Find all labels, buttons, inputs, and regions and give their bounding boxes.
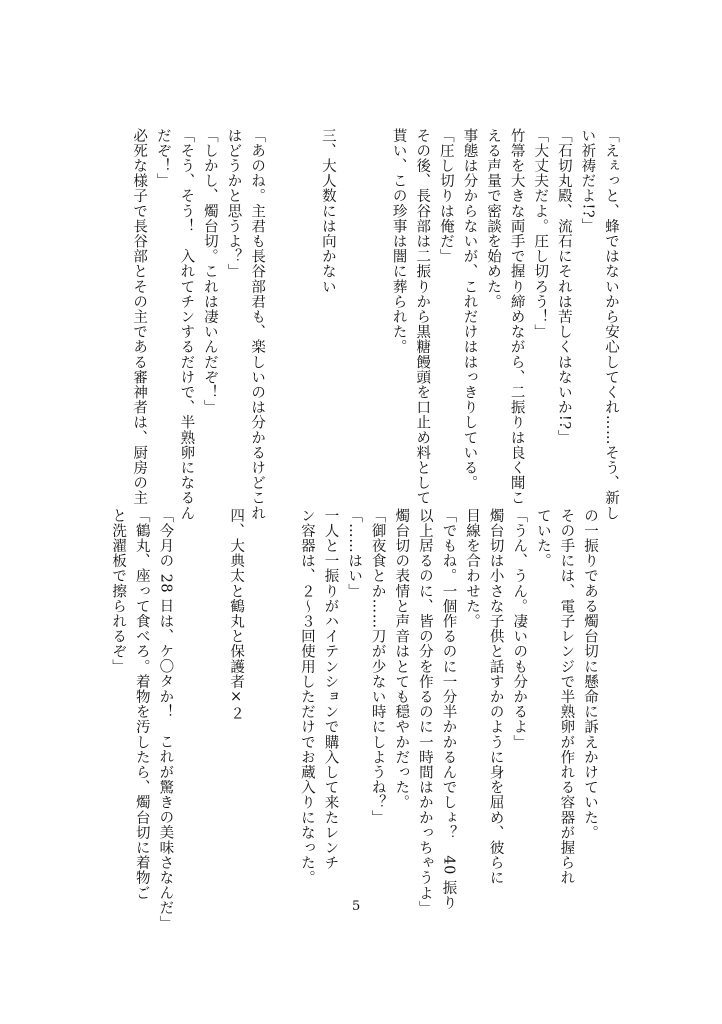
text-line: 貰い、この珍事は闇に葬られた。	[390, 128, 407, 355]
text-line: ていた。	[534, 508, 551, 569]
text-line: 「えぇっと、蜂ではないから安心してくれ……そう、新し	[603, 128, 619, 521]
page-number: 5	[352, 899, 361, 914]
text-line: 「……はい」	[346, 508, 363, 599]
lower-text-block	[106, 508, 601, 931]
text-line: 四、大典太と鶴丸と保護者×２	[228, 508, 245, 721]
text-line: える声量で密談を始めた。	[485, 128, 502, 310]
text-line	[271, 508, 295, 918]
text-line: 以上居るのに、皆の分を作るのに一時間はかかっちゃうよ」	[416, 508, 433, 916]
text-line: はどうかと思うよ？」	[225, 128, 242, 279]
text-line: 「大丈夫だよ。圧し切ろう！」	[532, 128, 549, 340]
text-line: 「うん、うん。凄いのも分かるよ」	[511, 508, 528, 750]
text-line: と洗濯板で擦られるぞ」	[110, 508, 127, 675]
text-line: 「石切丸殿、流石にそれは苦しくはないか!?」	[555, 128, 572, 445]
text-line: その手には、電子レンジで半熟卵が作れる容器が握られ	[558, 508, 575, 886]
text-line: い祈祷だよ!?」	[579, 128, 596, 234]
text-line: だぞ！」	[154, 128, 171, 189]
text-line: 三、大人数には向かない	[319, 128, 336, 295]
text-line: 必死な様子で長谷部とその主である審神者は、厨房の主	[131, 128, 148, 506]
text-line	[292, 128, 316, 520]
text-line: 一人と一振りがハイテンションで購入して来たレンチ	[322, 508, 339, 871]
text-line: 「圧し切りは俺だ」	[437, 128, 454, 264]
text-line: 目線を合わせた。	[464, 508, 481, 629]
text-line	[200, 508, 224, 918]
text-line	[176, 508, 200, 918]
text-line: 竹箒を大きな両手で握り締めながら、二振りは良く聞こ	[508, 128, 525, 506]
text-line: 燭台切は小さな子供と話すかのように身を屈め、彼らに	[487, 508, 504, 886]
text-line: その後、長谷部は二振りから黒糖饅頭を口止め料として	[414, 128, 431, 506]
text-line: 「あのね。主君も長谷部君も、楽しいのは分かるけどこれ	[249, 128, 266, 521]
text-line: の一振りである燭台切に懸命に訴えかけていた。	[582, 508, 598, 841]
text-line: 燭台切の表情と声音はとても穏やかだった。	[393, 508, 410, 810]
text-line	[362, 128, 386, 520]
text-line: 「そう、そう！ 入れてチンするだけで、半熟卵になるん	[178, 128, 195, 521]
text-line	[247, 508, 271, 918]
text-line: 「鶴丸、座って食べろ。着物を汚したら、燭台切に着物ご	[133, 508, 150, 901]
text-line: ン容器は、２～３回使用しただけでお蔵入りになった。	[298, 508, 315, 886]
text-line	[268, 128, 292, 520]
text-line	[339, 128, 363, 520]
upper-text-block	[127, 128, 622, 520]
text-line: 「御夜食とか……刀が少ない時にしようね？」	[369, 508, 386, 826]
text-line: 「今月の 28 日は、ケ〇タか！ これが驚きの美味さなんだ」	[157, 508, 174, 931]
text-line: 「でもね。一個作るのに一分半かかるんでしょ？ 40 振り	[440, 508, 457, 911]
text-line: 事態は分からないが、これだけははっきりしている。	[461, 128, 478, 491]
text-line: 「しかし、燭台切。これは凄いんだぞ！」	[201, 128, 218, 415]
